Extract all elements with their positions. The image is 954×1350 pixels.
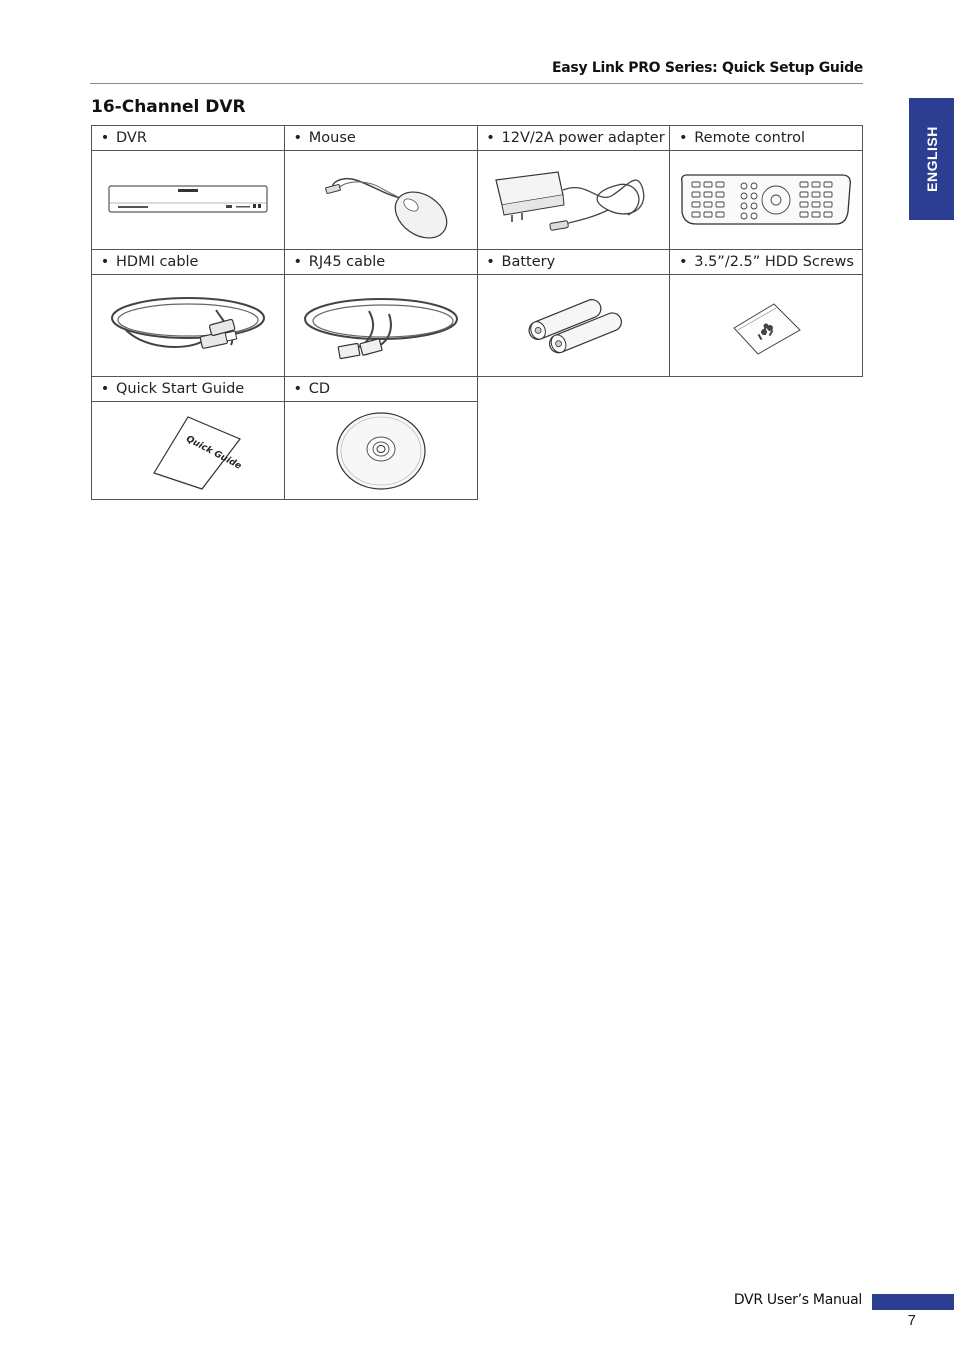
item-image-hdd-screws: [670, 275, 863, 377]
item-image-dvr: [92, 151, 285, 250]
mouse-icon: [306, 160, 456, 240]
screws-bag-icon: [726, 296, 806, 356]
table-row: [92, 250, 863, 275]
table-row: [92, 275, 863, 377]
item-image-battery: [477, 275, 670, 377]
item-image-cd: [284, 402, 477, 500]
table-row: [92, 402, 863, 500]
item-label-remote-control: • Remote control: [670, 126, 863, 151]
dvr-icon: [108, 185, 268, 215]
power-adapter-icon: [488, 160, 658, 240]
hdmi-cable-icon: [106, 290, 270, 362]
item-label-power-adapter: • 12V/2A power adapter: [477, 126, 670, 151]
language-tab-label: ENGLISH: [923, 126, 940, 192]
item-label-quick-start-guide: • Quick Start Guide: [92, 377, 285, 402]
rj45-cable-icon: [299, 289, 463, 363]
page-header-title: Easy Link PRO Series: Quick Setup Guide: [552, 60, 863, 76]
quick-guide-icon: [128, 411, 248, 491]
item-image-remote-control: [670, 151, 863, 250]
table-row: [92, 377, 863, 402]
item-label-cd: • CD: [284, 377, 477, 402]
item-label-dvr: • DVR: [92, 126, 285, 151]
item-label-hdd-screws: • 3.5”/2.5” HDD Screws: [670, 250, 863, 275]
item-image-hdmi-cable: [92, 275, 285, 377]
battery-icon: [518, 294, 628, 358]
remote-control-icon: [678, 172, 854, 228]
item-image-mouse: [284, 151, 477, 250]
language-tab: [909, 98, 954, 220]
page-number: 7: [907, 1312, 916, 1329]
footer-title: DVR User’s Manual: [733, 1292, 862, 1308]
footer-accent-bar: [872, 1294, 954, 1310]
cd-icon: [333, 411, 429, 491]
table-row: [92, 151, 863, 250]
quick-guide-cover-text: Quick Guide: [184, 433, 243, 472]
table-row: [92, 126, 863, 151]
item-image-quick-start-guide: [92, 402, 285, 500]
item-image-rj45-cable: [284, 275, 477, 377]
header-divider: [90, 83, 863, 84]
item-label-mouse: • Mouse: [284, 126, 477, 151]
package-contents-table: [91, 125, 863, 500]
item-label-battery: • Battery: [477, 250, 670, 275]
item-label-rj45-cable: • RJ45 cable: [284, 250, 477, 275]
item-label-hdmi-cable: • HDMI cable: [92, 250, 285, 275]
item-image-power-adapter: [477, 151, 670, 250]
section-title: 16-Channel DVR: [91, 97, 246, 117]
